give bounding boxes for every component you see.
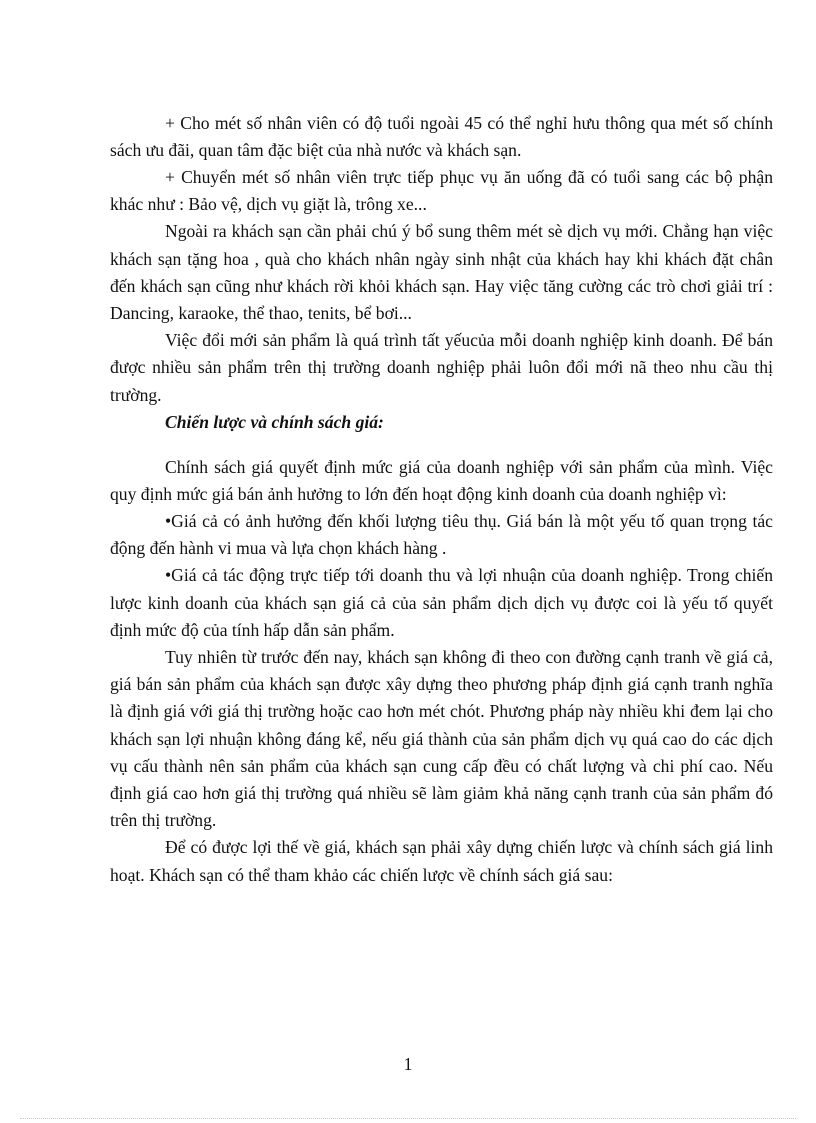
page-number: 1 xyxy=(403,1054,413,1074)
paragraph: + Chuyển mét số nhân viên trực tiếp phục vụ ăn uống đã có tuổi sang các bộ phận khác như : Bảo vệ, dịch vụ giặt là, trông xe... xyxy=(110,167,773,215)
paragraph: Tuy nhiên từ trước đến nay, khách sạn không đi theo con đường cạnh tranh về giá cả, giá bán sản phẩm của khách sạn được xây dựng theo phương pháp định giá cạnh tranh nghĩa là định giá với giá thị trường hoặc cao hơn mét chót. Phương pháp này nhiều khi đem lại cho khách sạn lợi nhuận không đáng kể, nếu giá thành của sản phẩm dịch vụ quá cao do các dịch vụ cấu thành nên sản phẩm của khách sạn cung cấp đều có chất lượng và chi phí cao. Nếu định giá cao hơn giá thị trường quá nhiều sẽ làm giảm khả năng cạnh tranh của sản phẩm đó trên thị trường. xyxy=(110,647,773,831)
paragraph: Để có được lợi thế về giá, khách sạn phải xây dựng chiến lược và chính sách giá linh hoạt. Khách sạn có thể tham khảo các chiến lược về chính sách giá sau: xyxy=(110,837,773,885)
paragraph: Việc đổi mới sản phẩm là quá trình tất yếucủa mỗi doanh nghiệp kinh doanh. Để bán được nhiều sản phẩm trên thị trường doanh nghiệp phải luôn đổi mới nã theo nhu cầu thị trường. xyxy=(110,330,773,405)
page-bottom-divider xyxy=(20,1118,796,1119)
paragraph: Chính sách giá quyết định mức giá của doanh nghiệp với sản phẩm của mình. Việc quy định mức giá bán ảnh hưởng to lớn đến hoạt động kinh doanh của doanh nghiệp vì: xyxy=(110,456,773,504)
paragraph: Ngoài ra khách sạn cần phải chú ý bổ sung thêm mét sè dịch vụ mới. Chẳng hạn việc khách sạn tặng hoa , quà cho khách nhân ngày sinh nhật của khách hay khi khách đặt chân đến khách sạn cũng như khách rời khỏi khách sạn. Hay việc tăng cường các trò chơi giải trí : Dancing, karaoke, thể thao, tenits, bể bơi... xyxy=(110,221,773,324)
document-body xyxy=(110,92,773,889)
bullet-paragraph: •Giá cả có ảnh hưởng đến khối lượng tiêu thụ. Giá bán là một yếu tố quan trọng tác động đến hành vi mua và lựa chọn khách hàng . xyxy=(110,511,773,559)
bullet-paragraph: •Giá cả tác động trực tiếp tới doanh thu và lợi nhuận của doanh nghiệp. Trong chiến lược kinh doanh của khách sạn giá cả của sản phẩm dịch dịch vụ được coi là yếu tố quyết định mức độ của tính hấp dẫn sản phẩm. xyxy=(110,565,773,640)
section-heading: Chiến lược và chính sách giá: xyxy=(165,411,384,432)
paragraph: + Cho mét số nhân viên có độ tuổi ngoài 45 có thể nghỉ hưu thông qua mét số chính sách ưu đãi, quan tâm đặc biệt của nhà nước và khách sạn. xyxy=(110,112,773,160)
